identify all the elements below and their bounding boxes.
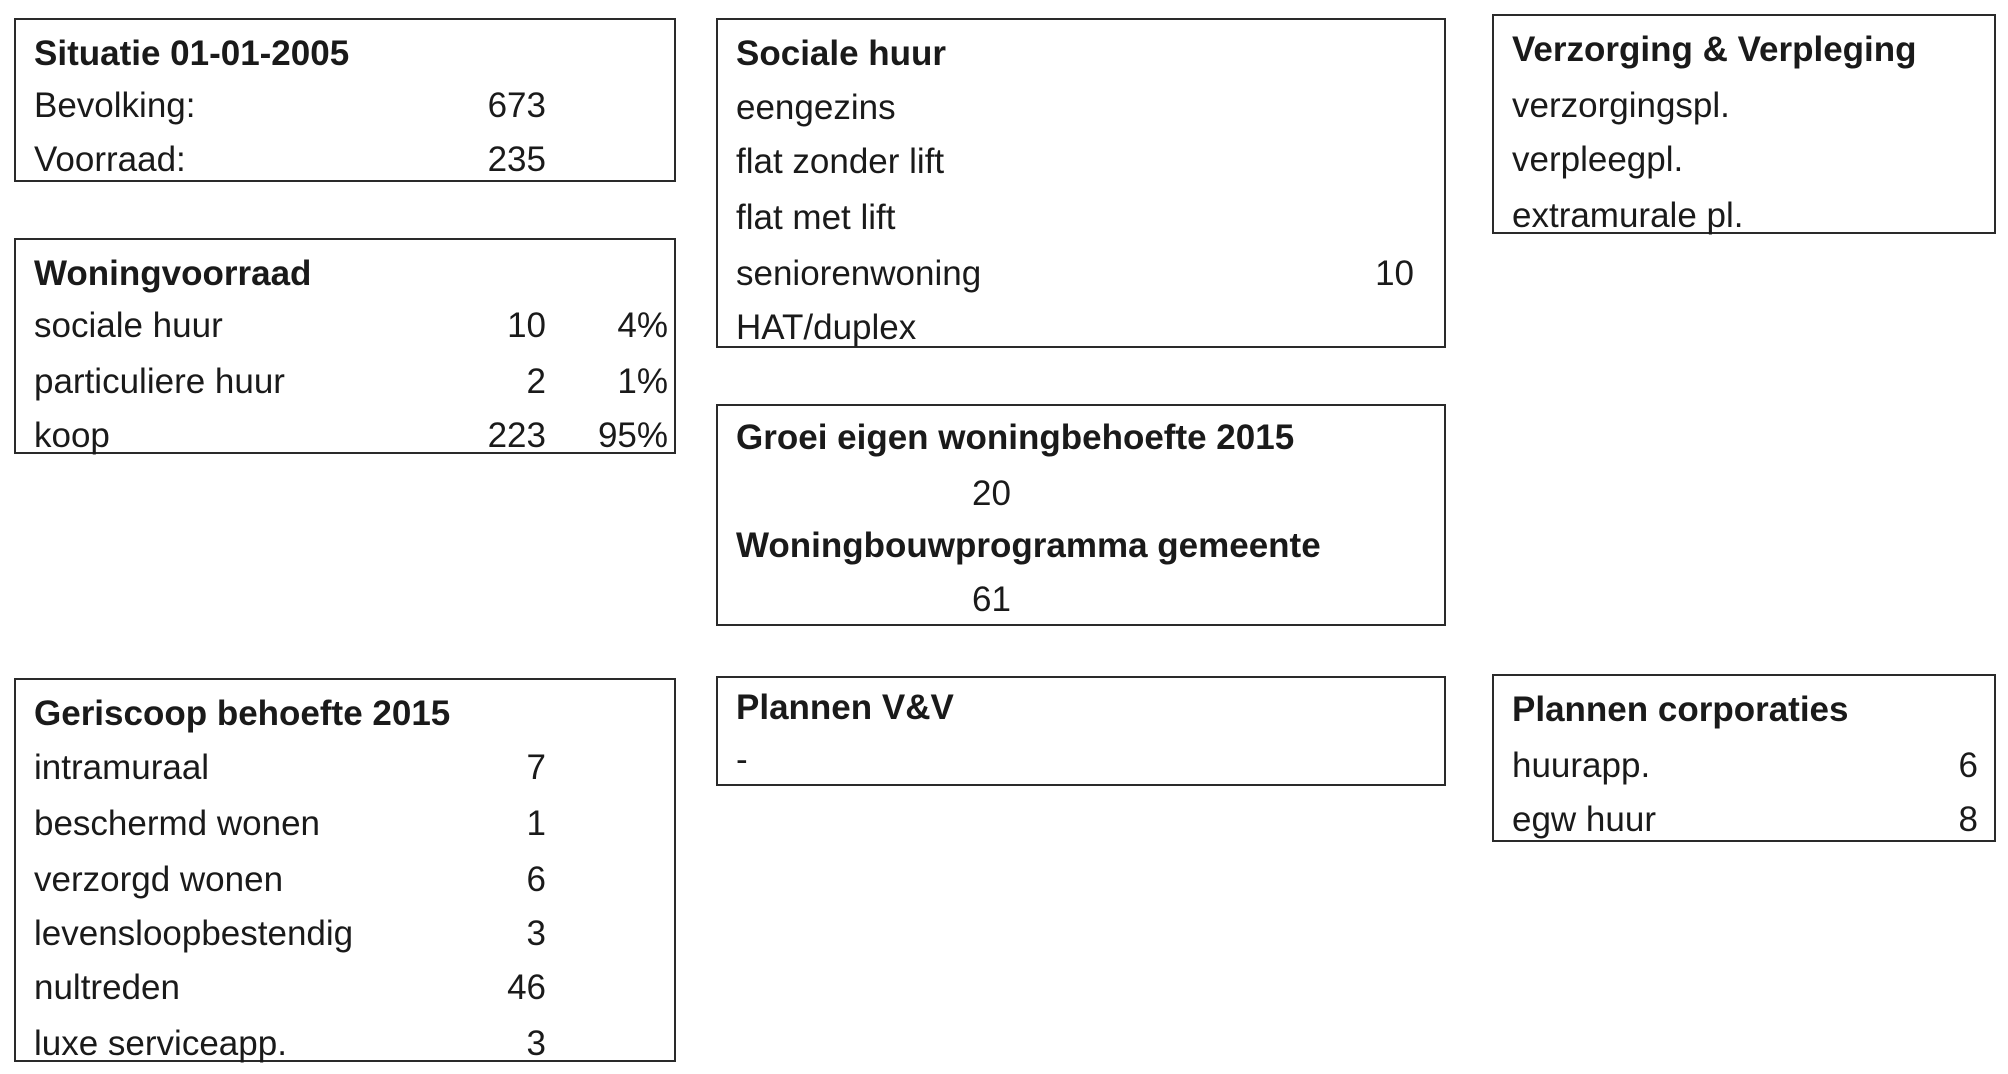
groei-panel: [716, 404, 1446, 626]
woningvoorraad-pct: 4%: [617, 306, 668, 345]
woningvoorraad-pct: 1%: [617, 362, 668, 401]
sociale-huur-label: flat met lift: [736, 198, 896, 237]
woningvoorraad-pct: 95%: [597, 416, 668, 455]
geriscoop-value: 3: [526, 914, 546, 953]
woningbouwprogramma-value: 61: [972, 580, 1011, 619]
geriscoop-value: 3: [526, 1024, 546, 1063]
woningvoorraad-value: 10: [507, 306, 546, 345]
plannen-corporaties-title: Plannen corporaties: [1512, 690, 1849, 729]
geriscoop-value: 46: [507, 968, 546, 1007]
woningvoorraad-value: 223: [487, 416, 546, 455]
sociale-huur-value: 10: [1375, 254, 1414, 293]
situatie-panel: [14, 18, 676, 182]
sociale-huur-label: HAT/duplex: [736, 308, 917, 347]
woningvoorraad-label: particuliere huur: [34, 362, 285, 401]
geriscoop-panel: [14, 678, 676, 1062]
verzorging-title: Verzorging & Verpleging: [1512, 30, 1917, 69]
verzorging-label: verpleegpl.: [1512, 140, 1684, 179]
situatie-value: 235: [487, 140, 546, 179]
situatie-title: Situatie 01-01-2005: [34, 34, 350, 73]
situatie-label: Bevolking:: [34, 86, 196, 125]
sociale-huur-label: eengezins: [736, 88, 896, 127]
sociale-huur-label: flat zonder lift: [736, 142, 945, 181]
woningvoorraad-label: sociale huur: [34, 306, 223, 345]
woningvoorraad-panel: [14, 238, 676, 454]
plannen-corporaties-value: 6: [1958, 746, 1978, 785]
woningvoorraad-value: 2: [526, 362, 546, 401]
groei-title: Groei eigen woningbehoefte 2015: [736, 418, 1295, 457]
sociale-huur-label: seniorenwoning: [736, 254, 982, 293]
geriscoop-value: 6: [526, 860, 546, 899]
plannen-corporaties-label: egw huur: [1512, 800, 1656, 839]
geriscoop-label: levensloopbestendig: [34, 914, 354, 953]
verzorging-panel: [1492, 14, 1996, 234]
geriscoop-label: luxe serviceapp.: [34, 1024, 287, 1063]
plannen-vv-panel: [716, 676, 1446, 786]
sociale-huur-title: Sociale huur: [736, 34, 947, 73]
plannen-corporaties-label: huurapp.: [1512, 746, 1651, 785]
geriscoop-label: beschermd wonen: [34, 804, 320, 843]
geriscoop-label: intramuraal: [34, 748, 210, 787]
woningvoorraad-title: Woningvoorraad: [34, 254, 312, 293]
geriscoop-value: 1: [526, 804, 546, 843]
verzorging-label: verzorgingspl.: [1512, 86, 1730, 125]
plannen-corporaties-value: 8: [1958, 800, 1978, 839]
geriscoop-label: verzorgd wonen: [34, 860, 284, 899]
groei-value: 20: [972, 474, 1011, 513]
situatie-label: Voorraad:: [34, 140, 186, 179]
plannen-corporaties-panel: [1492, 674, 1996, 842]
woningvoorraad-label: koop: [34, 416, 110, 455]
geriscoop-label: nultreden: [34, 968, 180, 1007]
plannen-vv-text: -: [736, 740, 748, 779]
woningbouwprogramma-title: Woningbouwprogramma gemeente: [736, 526, 1321, 565]
sociale-huur-panel: [716, 18, 1446, 348]
plannen-vv-title: Plannen V&V: [736, 688, 954, 727]
geriscoop-title: Geriscoop behoefte 2015: [34, 694, 451, 733]
situatie-value: 673: [487, 86, 546, 125]
verzorging-label: extramurale pl.: [1512, 196, 1744, 235]
geriscoop-value: 7: [526, 748, 546, 787]
